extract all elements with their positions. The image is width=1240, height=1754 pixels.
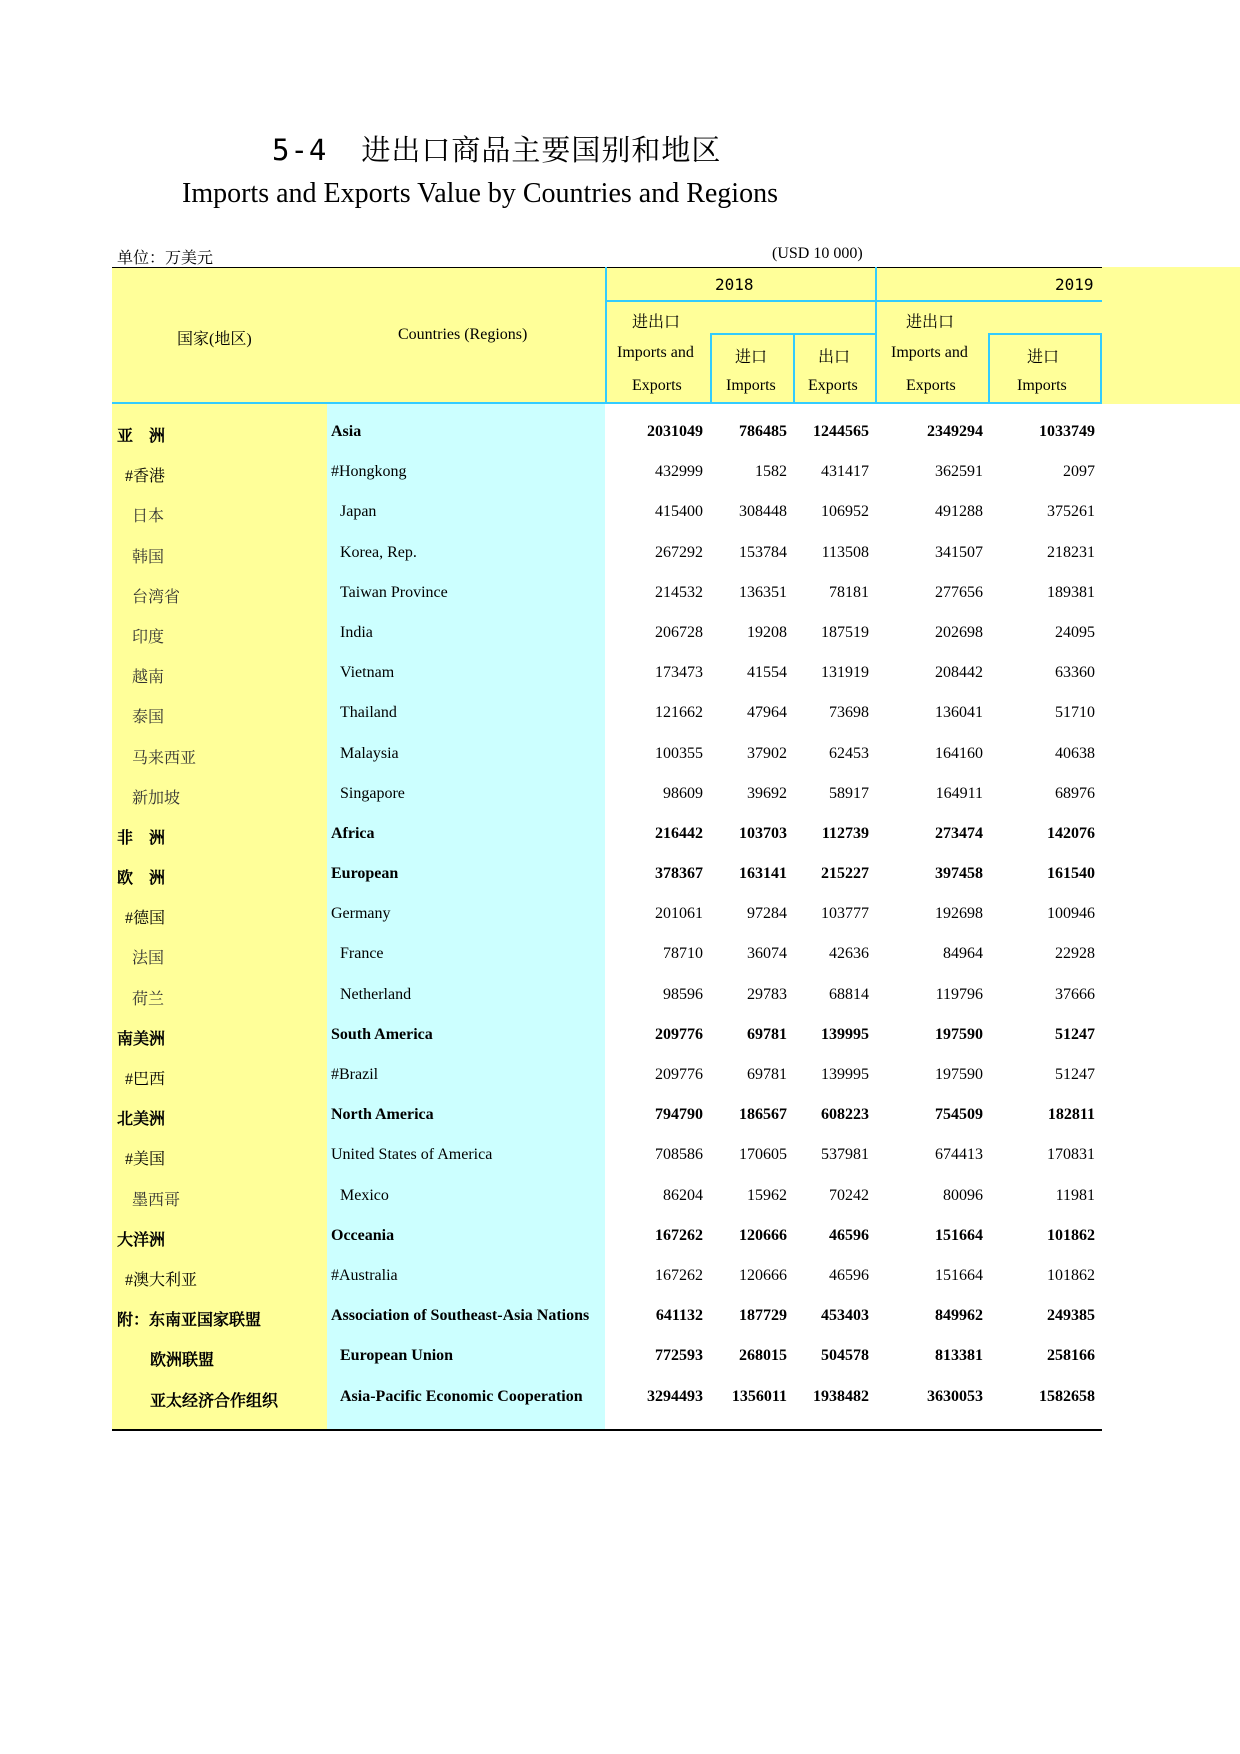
value-2019-imports: 101862 <box>1047 1266 1095 1284</box>
table-row <box>112 533 1102 573</box>
value-2018-total: 216442 <box>655 824 703 842</box>
region-name-en: Association of Southeast-Asia Nations <box>331 1307 590 1325</box>
value-2018-imports: 308448 <box>739 503 787 521</box>
table-row <box>112 1055 1102 1095</box>
region-name-en: North America <box>331 1106 434 1124</box>
region-name-zh: 欧 洲 <box>117 870 166 888</box>
region-name-en: European Union <box>340 1347 454 1365</box>
value-2019-imports: 2097 <box>1063 463 1095 481</box>
value-2019-imports: 11981 <box>1055 1186 1095 1204</box>
value-2018-exports: 139995 <box>821 1025 869 1043</box>
value-2018-imports: 36074 <box>747 945 787 963</box>
value-2018-total: 98609 <box>663 784 703 802</box>
value-2018-exports: 431417 <box>821 463 869 481</box>
value-2019-total: 2349294 <box>927 423 983 440</box>
header-vline-2 <box>875 267 877 404</box>
value-2019-imports: 51247 <box>1055 1025 1095 1043</box>
value-2018-imports: 97284 <box>747 905 787 923</box>
table-row <box>112 934 1102 974</box>
value-2018-exports: 504578 <box>821 1347 869 1365</box>
value-2018-imports: 37902 <box>747 744 787 762</box>
table-row <box>112 1216 1102 1256</box>
value-2018-total: 641132 <box>655 1307 703 1325</box>
value-2019-imports: 51710 <box>1055 704 1095 722</box>
region-name-en: Mexico <box>340 1186 389 1204</box>
table-row <box>112 774 1102 814</box>
value-2019-imports: 100946 <box>1047 905 1095 923</box>
value-2019-total: 362591 <box>935 463 983 481</box>
value-2018-exports: 112739 <box>821 824 869 842</box>
value-2018-total: 772593 <box>655 1347 703 1365</box>
unit-label-zh: 单位：万美元 <box>117 250 214 267</box>
table-row <box>112 1256 1102 1296</box>
region-name-en: France <box>340 945 384 963</box>
region-name-zh: 荷兰 <box>132 990 165 1008</box>
region-name-en: Malaysia <box>340 744 399 762</box>
value-2019-total: 119796 <box>935 985 983 1003</box>
value-2018-total: 214532 <box>655 583 703 601</box>
value-2019-total: 164911 <box>935 784 983 802</box>
region-name-zh: 大洋洲 <box>117 1231 166 1249</box>
region-name-zh: 新加坡 <box>132 789 181 807</box>
value-2019-total: 273474 <box>935 824 983 842</box>
header-hline-sub-2019 <box>988 333 1102 335</box>
region-name-en: Singapore <box>340 784 405 802</box>
value-2018-exports: 1938482 <box>813 1387 869 1405</box>
value-2018-imports: 186567 <box>739 1106 787 1124</box>
value-2019-imports: 170831 <box>1047 1146 1095 1164</box>
region-name-en: United States of America <box>331 1146 493 1164</box>
value-2019-imports: 63360 <box>1055 664 1095 682</box>
value-2019-total: 341507 <box>935 543 983 561</box>
value-2019-total: 202698 <box>935 623 983 641</box>
table-row <box>112 693 1102 733</box>
table-row <box>112 1015 1102 1055</box>
table-body <box>112 404 1102 1417</box>
value-2018-imports: 153784 <box>739 543 787 561</box>
value-2018-exports: 1244565 <box>813 423 869 440</box>
region-name-en: Germany <box>331 905 391 923</box>
value-2019-total: 136041 <box>935 704 983 722</box>
value-2019-imports: 142076 <box>1047 824 1095 842</box>
value-2018-total: 78710 <box>663 945 703 963</box>
region-name-zh: 附：东南亚国家联盟 <box>117 1312 262 1330</box>
region-name-en: #Hongkong <box>331 463 407 481</box>
value-2019-imports: 24095 <box>1055 623 1095 641</box>
region-name-en: South America <box>331 1025 433 1043</box>
value-2018-imports: 103703 <box>739 824 787 842</box>
table-row <box>112 1336 1102 1376</box>
region-name-zh: 亚 洲 <box>117 428 166 445</box>
year-2019: 2019 <box>1055 275 1094 294</box>
region-name-zh: 日本 <box>132 508 165 526</box>
region-name-zh: 泰国 <box>132 709 165 727</box>
value-2018-imports: 120666 <box>739 1266 787 1284</box>
header-vline-imp2019 <box>988 333 990 404</box>
value-2019-imports: 161540 <box>1047 865 1095 883</box>
table-row <box>112 452 1102 492</box>
value-2018-exports: 58917 <box>829 784 869 802</box>
value-2018-exports: 106952 <box>821 503 869 521</box>
value-2019-imports: 40638 <box>1055 744 1095 762</box>
imp-en-2018: Imports <box>726 377 776 394</box>
value-2018-total: 794790 <box>655 1106 703 1124</box>
value-2018-total: 2031049 <box>647 423 703 440</box>
region-name-en: Japan <box>340 503 377 521</box>
table-number: 5-4 <box>272 133 328 167</box>
value-2018-exports: 46596 <box>829 1266 869 1284</box>
value-2018-total: 708586 <box>655 1146 703 1164</box>
exp-zh-2018: 出口 <box>818 349 851 366</box>
value-2018-imports: 47964 <box>747 704 787 722</box>
table-row <box>112 894 1102 934</box>
table-row <box>112 492 1102 532</box>
data-table <box>112 267 1102 1417</box>
value-2019-imports: 101862 <box>1047 1226 1095 1244</box>
page-title-en: Imports and Exports Value by Countries and Regions <box>182 178 778 209</box>
value-2019-total: 164160 <box>935 744 983 762</box>
region-name-en: Asia <box>331 423 362 440</box>
value-2018-total: 167262 <box>655 1226 703 1244</box>
value-2019-total: 491288 <box>935 503 983 521</box>
total-en1-2019: Imports and <box>891 344 968 361</box>
header-vline-exp <box>793 333 795 404</box>
table-row <box>112 734 1102 774</box>
value-2019-imports: 1582658 <box>1039 1387 1095 1405</box>
table-row <box>112 1095 1102 1135</box>
value-2018-exports: 139995 <box>821 1066 869 1083</box>
value-2018-exports: 608223 <box>821 1106 869 1124</box>
value-2019-total: 754509 <box>935 1106 983 1124</box>
value-2019-total: 151664 <box>935 1266 983 1284</box>
header-vline-3 <box>1100 333 1102 404</box>
total-zh-2018: 进出口 <box>632 314 681 331</box>
value-2018-exports: 70242 <box>829 1186 869 1204</box>
value-2018-imports: 786485 <box>739 423 787 440</box>
region-name-zh: #德国 <box>125 910 166 928</box>
value-2018-total: 415400 <box>655 503 703 521</box>
table-row <box>112 613 1102 653</box>
value-2019-imports: 68976 <box>1055 784 1095 802</box>
value-2018-imports: 120666 <box>739 1226 787 1244</box>
value-2019-imports: 51247 <box>1055 1066 1095 1083</box>
value-2018-total: 209776 <box>655 1066 703 1083</box>
title-zh-text: 进出口商品主要国别和地区 <box>361 133 722 167</box>
total-en2-2018: Exports <box>632 377 682 394</box>
value-2018-total: 209776 <box>655 1025 703 1043</box>
region-name-zh: 南美洲 <box>117 1030 166 1048</box>
value-2018-total: 3294493 <box>647 1387 703 1405</box>
imp-en-2019: Imports <box>1017 377 1067 394</box>
total-en2-2019: Exports <box>906 377 956 394</box>
value-2018-total: 201061 <box>655 905 703 923</box>
value-2018-total: 100355 <box>655 744 703 762</box>
value-2018-imports: 69781 <box>747 1066 787 1083</box>
value-2019-imports: 189381 <box>1047 583 1095 601</box>
value-2018-exports: 453403 <box>821 1307 869 1325</box>
value-2019-imports: 22928 <box>1055 945 1095 963</box>
value-2018-imports: 41554 <box>747 664 787 682</box>
region-name-zh: 法国 <box>132 950 165 968</box>
region-name-en: #Australia <box>331 1266 398 1284</box>
region-name-en: Korea, Rep. <box>340 543 417 561</box>
table-header <box>112 267 1102 404</box>
value-2019-total: 84964 <box>943 945 983 963</box>
region-name-zh: 非 洲 <box>117 829 166 847</box>
table-row <box>112 653 1102 693</box>
region-name-en: Netherland <box>340 985 412 1003</box>
table-row <box>112 573 1102 613</box>
value-2018-imports: 39692 <box>747 784 787 802</box>
value-2019-imports: 375261 <box>1047 503 1095 521</box>
value-2018-imports: 187729 <box>739 1307 787 1325</box>
value-2018-exports: 62453 <box>829 744 869 762</box>
imp-zh-2018: 进口 <box>735 349 768 366</box>
col-header-zh: 国家(地区) <box>177 331 252 348</box>
value-2019-imports: 182811 <box>1047 1106 1095 1124</box>
value-2019-imports: 1033749 <box>1039 423 1095 440</box>
value-2019-total: 849962 <box>935 1307 983 1325</box>
value-2019-total: 277656 <box>935 583 983 601</box>
value-2018-imports: 19208 <box>747 623 787 641</box>
region-name-zh: #澳大利亚 <box>125 1271 198 1289</box>
value-2019-total: 197590 <box>935 1066 983 1083</box>
value-2018-exports: 73698 <box>829 704 869 722</box>
region-name-zh: 韩国 <box>132 548 165 566</box>
value-2018-exports: 46596 <box>829 1226 869 1244</box>
table-row <box>112 1176 1102 1216</box>
value-2019-imports: 249385 <box>1047 1307 1095 1325</box>
value-2018-imports: 69781 <box>747 1025 787 1043</box>
total-zh-2019: 进出口 <box>906 314 955 331</box>
header-vline-imp <box>710 333 712 404</box>
region-name-zh: 台湾省 <box>132 588 181 606</box>
value-2018-total: 167262 <box>655 1266 703 1284</box>
year-2018: 2018 <box>715 275 754 294</box>
region-name-en: European <box>331 865 399 883</box>
region-name-zh: 越南 <box>132 669 165 687</box>
value-2018-total: 378367 <box>655 865 703 883</box>
unit-label-en: (USD 10 000) <box>772 245 863 262</box>
value-2019-imports: 258166 <box>1047 1347 1095 1365</box>
table-row <box>112 814 1102 854</box>
value-2018-imports: 170605 <box>739 1146 787 1164</box>
region-name-zh: 印度 <box>132 628 165 646</box>
col-header-en: Countries (Regions) <box>398 326 528 343</box>
region-name-en: #Brazil <box>331 1066 379 1083</box>
region-name-en: Asia-Pacific Economic Cooperation <box>340 1387 583 1405</box>
region-name-en: India <box>340 623 373 641</box>
value-2019-total: 197590 <box>935 1025 983 1043</box>
value-2018-imports: 163141 <box>739 865 787 883</box>
region-name-en: Africa <box>331 824 375 842</box>
value-2019-total: 674413 <box>935 1146 983 1164</box>
imp-zh-2019: 进口 <box>1027 349 1060 366</box>
value-2018-imports: 1356011 <box>731 1387 787 1405</box>
value-2019-imports: 37666 <box>1055 985 1095 1003</box>
region-name-zh: #香港 <box>125 468 166 486</box>
table-row <box>112 975 1102 1015</box>
table-row <box>112 854 1102 894</box>
region-name-en: Vietnam <box>340 664 395 682</box>
value-2018-exports: 42636 <box>829 945 869 963</box>
value-2018-exports: 215227 <box>821 865 869 883</box>
value-2018-total: 432999 <box>655 463 703 481</box>
value-2018-imports: 15962 <box>747 1186 787 1204</box>
value-2018-imports: 268015 <box>739 1347 787 1365</box>
value-2018-total: 267292 <box>655 543 703 561</box>
region-name-zh: 马来西亚 <box>132 749 197 767</box>
table-row <box>112 1135 1102 1175</box>
value-2018-exports: 537981 <box>821 1146 869 1164</box>
total-en1-2018: Imports and <box>617 344 694 361</box>
value-2018-exports: 78181 <box>829 583 869 601</box>
header-vline-1 <box>605 267 607 404</box>
value-2019-total: 192698 <box>935 905 983 923</box>
region-name-zh: 亚太经济合作组织 <box>150 1392 279 1410</box>
value-2018-exports: 103777 <box>821 905 869 923</box>
value-2018-exports: 113508 <box>821 543 869 561</box>
region-name-zh: #巴西 <box>125 1071 166 1088</box>
value-2019-total: 208442 <box>935 664 983 682</box>
exp-en-2018: Exports <box>808 377 858 394</box>
value-2019-total: 397458 <box>935 865 983 883</box>
region-name-en: Taiwan Province <box>340 583 448 601</box>
value-2018-imports: 1582 <box>755 463 787 481</box>
region-name-zh: #美国 <box>125 1151 166 1169</box>
region-name-en: Occeania <box>331 1226 395 1244</box>
value-2019-total: 813381 <box>935 1347 983 1365</box>
table-row <box>112 1377 1102 1417</box>
value-2018-total: 98596 <box>663 985 703 1003</box>
value-2018-total: 206728 <box>655 623 703 641</box>
bottom-rule <box>112 1429 1102 1431</box>
value-2019-total: 151664 <box>935 1226 983 1244</box>
value-2019-imports: 218231 <box>1047 543 1095 561</box>
value-2019-total: 80096 <box>943 1186 983 1204</box>
region-name-zh: 欧洲联盟 <box>150 1352 215 1370</box>
header-hline-years <box>605 300 1102 302</box>
value-2018-imports: 136351 <box>739 583 787 601</box>
top-rule <box>112 267 1102 268</box>
value-2018-imports: 29783 <box>747 985 787 1003</box>
region-name-zh: 墨西哥 <box>132 1191 181 1209</box>
table-row <box>112 412 1102 452</box>
table-row <box>112 1296 1102 1336</box>
value-2018-exports: 187519 <box>821 623 869 641</box>
value-2018-exports: 131919 <box>821 664 869 682</box>
page-title-zh <box>272 128 721 169</box>
value-2018-total: 121662 <box>655 704 703 722</box>
value-2019-total: 3630053 <box>927 1387 983 1405</box>
value-2018-total: 173473 <box>655 664 703 682</box>
value-2018-exports: 68814 <box>829 985 869 1003</box>
region-name-en: Thailand <box>340 704 397 722</box>
region-name-zh: 北美洲 <box>117 1111 166 1129</box>
value-2018-total: 86204 <box>663 1186 703 1204</box>
